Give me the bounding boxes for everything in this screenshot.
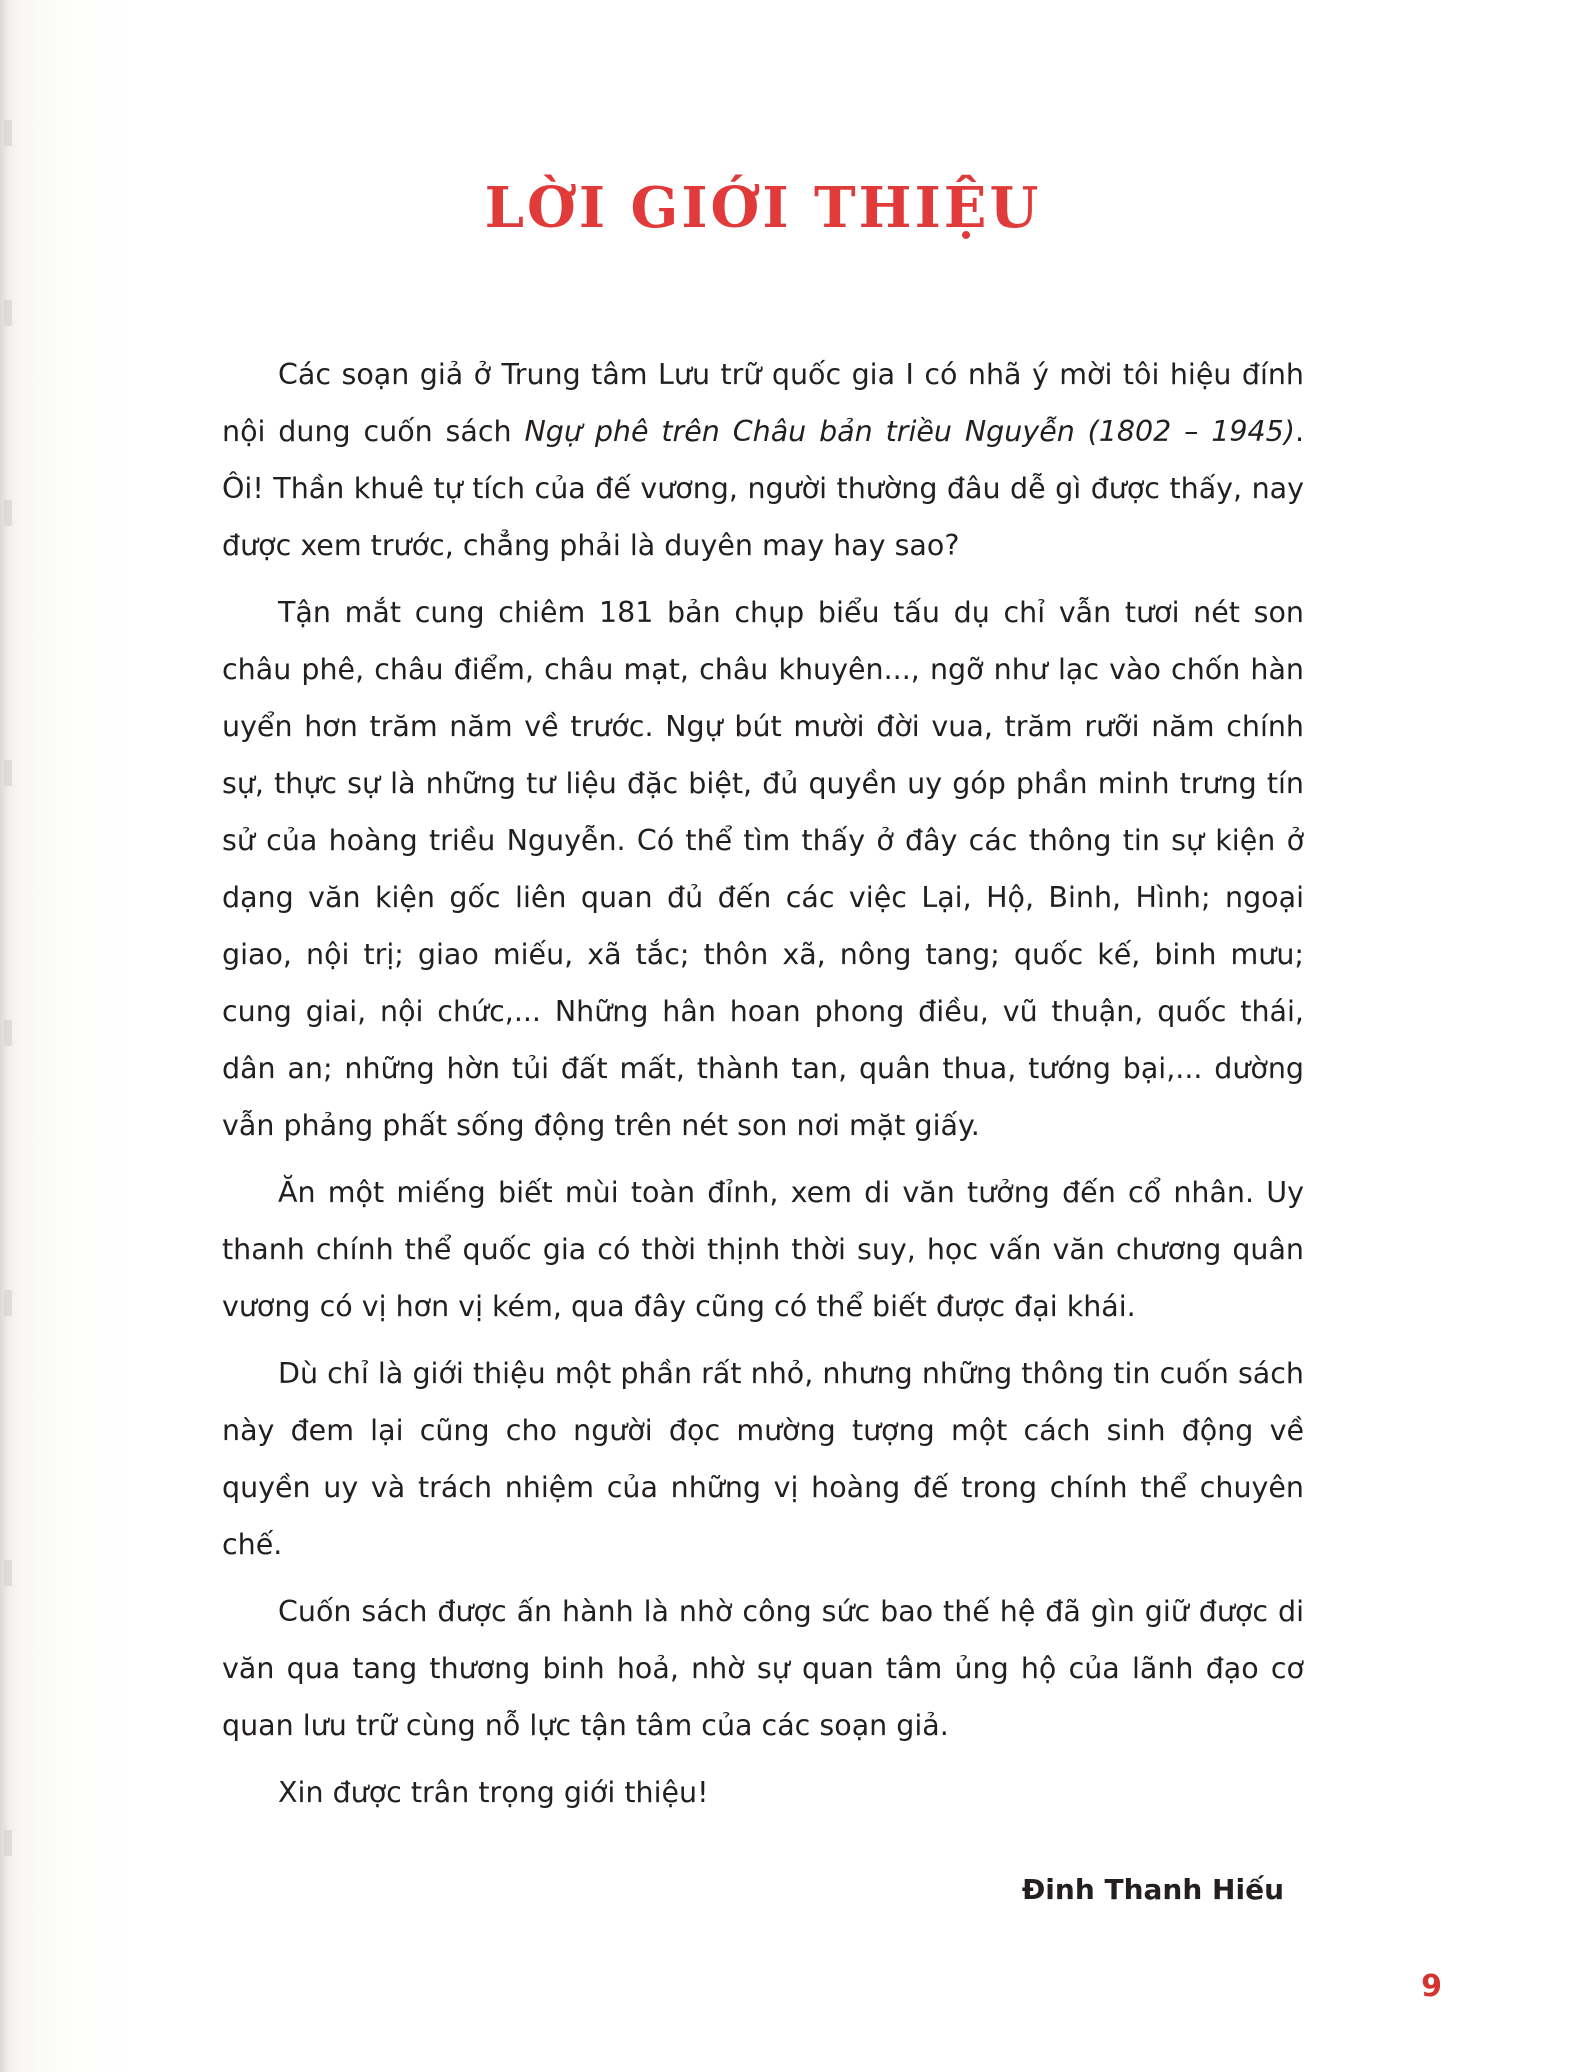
paragraph-6: Xin được trân trọng giới thiệu!: [278, 1775, 709, 1809]
page-title: LỜI GIỚI THIỆU: [484, 175, 1042, 241]
page-content: [222, 0, 1304, 2072]
paragraph-2: Tận mắt cung chiêm 181 bản chụp biểu tấu dụ chỉ vẫn tươi nét son châu phê, châu điểm, châu mạt, châu khuyên..., ngỡ như lạc vào chốn hàn uyển hơn trăm năm về trước. Ngự bút mười đời vua, trăm rưỡi năm chính sự, thực sự là những tư liệu đặc biệt, đủ quyền uy góp phần minh trưng tín sử của hoàng triều Nguyễn. Có thể tìm thấy ở đây các thông tin sự kiện ở dạng văn kiện gốc liên quan đủ đến các việc Lại, Hộ, Binh, Hình; ngoại giao, nội trị; giao miếu, xã tắc; thôn xã, nông tang; quốc kế, binh mưu; cung giai, nội chức,... Những hân hoan phong điều, vũ thuận, quốc thái, dân an; những hờn tủi đất mất, thành tan, quân thua, tướng bại,... dường vẫn phảng phất sống động trên nét son nơi mặt giấy.: [222, 595, 1304, 1142]
body-text: [222, 346, 1304, 1821]
author-signature: Đinh Thanh Hiếu: [1021, 1872, 1284, 1906]
paragraph-3: Ăn một miếng biết mùi toàn đỉnh, xem di văn tưởng đến cổ nhân. Uy thanh chính thể quốc gia có thời thịnh thời suy, học vấn văn chương quân vương có vị hơn vị kém, qua đây cũng có thể biết được đại khái.: [222, 1175, 1304, 1323]
page-number: 9: [1421, 1969, 1442, 2004]
paragraph-4: Dù chỉ là giới thiệu một phần rất nhỏ, nhưng những thông tin cuốn sách này đem lại cũng cho người đọc mường tượng một cách sinh động về quyền uy và trách nhiệm của những vị hoàng đế trong chính thể chuyên chế.: [222, 1356, 1304, 1561]
paragraph-1: Các soạn giả ở Trung tâm Lưu trữ quốc gia I có nhã ý mời tôi hiệu đính nội dung cuốn sách Ngự phê trên Châu bản triều Nguyễn (1802 – 1945). Ôi! Thần khuê tự tích của đế vương, người thường đâu dễ gì được thấy, nay được xem trước, chẳng phải là duyên may hay sao?: [222, 357, 1305, 562]
paragraph-5: Cuốn sách được ấn hành là nhờ công sức bao thế hệ đã gìn giữ được di văn qua tang thương binh hoả, nhờ sự quan tâm ủng hộ của lãnh đạo cơ quan lưu trữ cùng nỗ lực tận tâm của các soạn giả.: [222, 1594, 1304, 1742]
scan-edge-marks: [4, 0, 12, 2072]
